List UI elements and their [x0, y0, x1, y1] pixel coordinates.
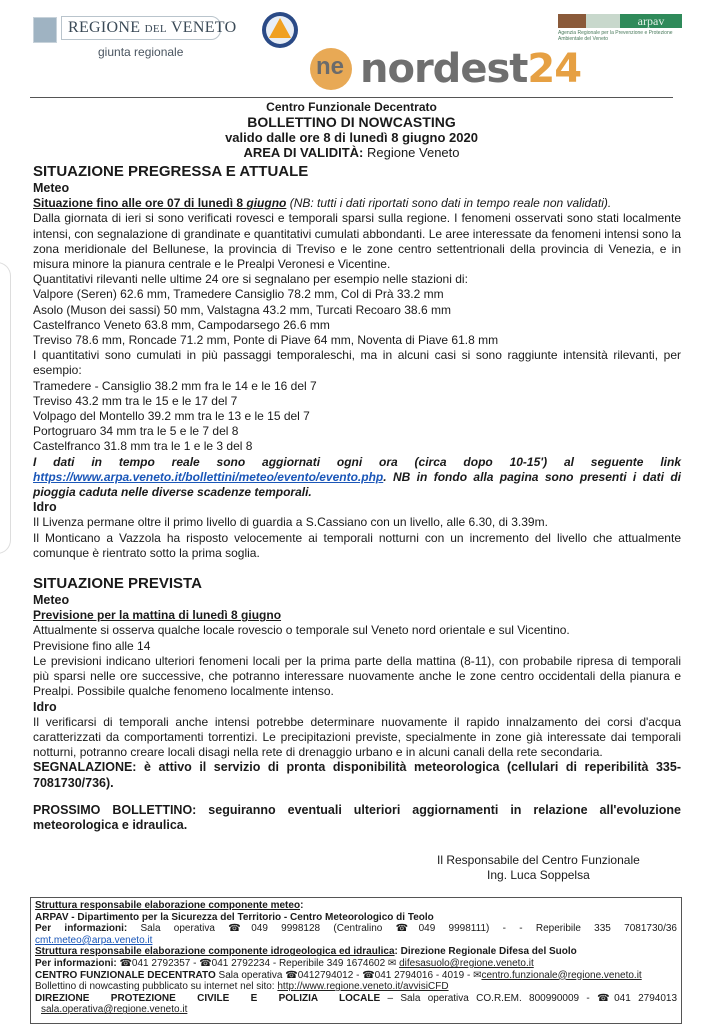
area-label: AREA DI VALIDITÀ: [243, 145, 364, 160]
intensity-line: Treviso 43.2 mm tra le 15 e le 17 del 7 [33, 393, 238, 408]
situation-note: (NB: tutti i dati riportati sono dati in tempo reale non validati). [286, 196, 612, 211]
spacer [33, 791, 681, 803]
realtime-data-link[interactable]: https://www.arpa.veneto.it/bollettini/meteo/evento/evento.php [33, 469, 384, 484]
intensity-line: Tramedere - Cansiglio 38.2 mm fra le 14 e le 16 del 7 [33, 378, 317, 393]
idro-structure-value: : Direzione Regionale Difesa del Suolo [394, 946, 577, 958]
forecast-idro-paragraph: Il verificarsi di temporali anche intensi potrebbe determinare nuovamente il rapido innalzamento dei corsi d'acqua caratterizzati da comportamenti torrentizi. Le precipitazioni previste, specialmente in zone già interessate dai temporali notturni, potranno creare locali disagi nella rete di drenaggio urbano e in alcuni canali della rete secondaria. [33, 714, 681, 760]
region-name-small: DEL [144, 23, 167, 35]
forecast-paragraph: Le previsioni indicano ulteriori fenomeni locali per la prima parte della mattina (8-11), con probabile ripresa di temporali più sparsi nelle ore successive, che potranno interessare nuovamente anche le zone centro occidentali della pianura e Prealpi. Possibile qualche fenomeno localmente intenso. [33, 653, 681, 699]
info-label: Per informazioni: [35, 957, 117, 969]
info-label: Per informazioni: [35, 923, 128, 935]
section-heading-current: SITUAZIONE PREGRESSA E ATTUALE [33, 163, 309, 180]
intensity-intro: I quantitativi sono cumulati in più passaggi temporaleschi, ma in alcuni casi si sono raggiunte intensità rilevanti, per esempio: [33, 348, 681, 378]
region-name-main: REGIONE [68, 19, 141, 36]
idro-label: Idro [33, 699, 57, 714]
cfd-info: Sala operativa ☎0412794012 - ☎041 2794016 - 4019 - ✉ [215, 969, 482, 981]
area-value: Regione Veneto [366, 145, 460, 160]
meteo-info: Sala operativa ☎049 9998128 (Centralino ☎049 9998111) - - Reperibile 335 7081730/36 [140, 923, 677, 935]
idro-info-line [35, 958, 677, 970]
header-divider [30, 97, 673, 98]
bulletin-title: BOLLETTINO DI NOWCASTING [247, 114, 456, 130]
idro-line: Il Livenza permane oltre il primo livello di guardia a S.Cassiano con un livello, alle 6.30, di 3.39m. [33, 515, 548, 530]
arpav-logo [558, 14, 682, 42]
bulletin-title-block [0, 100, 703, 160]
triangle-icon [269, 18, 291, 38]
spacer [33, 561, 681, 575]
region-name-end: VENETO [170, 19, 237, 36]
signal-notice: SEGNALAZIONE: è attivo il servizio di pronta disponibilità meteorologica (cellulari di reperibilità 335-7081730/736). [33, 760, 681, 790]
validity-area [0, 145, 703, 160]
region-subtitle: giunta regionale [98, 45, 184, 59]
meteo-email-link[interactable]: cmt.meteo@arpa.veneto.it [35, 934, 153, 946]
cfd-label: CENTRO FUNZIONALE DECENTRATO [35, 969, 216, 981]
watermark-number: 24 [527, 46, 582, 92]
arpav-photo-icon [558, 14, 586, 28]
forecast-title: Previsione per la mattina di lunedì 8 giugno [33, 608, 282, 623]
station-line: Asolo (Muson dei sassi) 50 mm, Valstagna 43.2 mm, Turcati Recoaro 38.6 mm [33, 302, 451, 317]
dpc-label: DIREZIONE PROTEZIONE CIVILE E POLIZIA LOCALE [35, 992, 381, 1004]
published-url-link[interactable]: http://www.regione.veneto.it/avvisiCFD [277, 981, 449, 993]
realtime-note [33, 455, 681, 501]
stations-intro: Quantitativi rilevanti nelle ultime 24 ore si segnalano per esempio nelle stazioni di: [33, 272, 468, 287]
signature-role: Il Responsabile del Centro Funzionale [437, 853, 640, 867]
next-bulletin-notice: PROSSIMO BOLLETTINO: seguiranno eventuali ulteriori aggiornamenti in relazione all'evoluzione meteorologica e idraulica. [33, 802, 681, 832]
current-paragraph: Dalla giornata di ieri si sono verificati rovesci e temporali sparsi sulla regione. I fenomeni osservati sono stati localmente intensi, con segnalazione di grandinate e quantitativi cumulati abbondanti. Le aree interessate da fenomeni intensi sono la zona meridionale del Bellunese, la provincia di Treviso e le zone centro settentrionali della provincia di Venezia, e in misura minore la pianura centrale e le Prealpi Veronesi e Vicentine. [33, 211, 681, 272]
situation-title-text: Situazione fino alle ore 07 di lunedì 8 [33, 196, 247, 211]
dpc-email-link[interactable]: sala.operativa@regione.veneto.it [41, 1004, 188, 1016]
intensity-list [33, 379, 681, 455]
centre-name: Centro Funzionale Decentrato [266, 100, 437, 114]
signature-block [437, 853, 640, 883]
colon: : [300, 900, 304, 911]
watermark-text [360, 46, 581, 92]
idro-line: Il Monticano a Vazzola ha risposto velocemente ai temporali notturni con un incremento del livello che attualmente comunque è rientrato sotto la prima soglia. [33, 530, 681, 560]
published-text: Bollettino di nowcasting pubblicato su internet nel sito: [35, 981, 278, 993]
idro-email-link[interactable]: difesasuolo@regione.veneto.it [399, 957, 534, 969]
stations-list [33, 287, 681, 348]
intensity-line: Castelfranco 31.8 mm tra le 1 e le 3 del 8 [33, 439, 253, 454]
realtime-note-text-end: . NB in fondo alla pagina sono presenti i dati di pioggia caduta nelle diverse scadenze temporali. [33, 469, 681, 500]
arpav-department: ARPAV - Dipartimento per la Sicurezza del Territorio - Centro Meteorologico di Teolo [35, 911, 434, 923]
arpav-tagline: Agenzia Regionale per la Prevenzione e Protezione Ambientale del Veneto [558, 30, 673, 42]
protezione-civile-logo [262, 12, 298, 48]
idro-structure-label: Struttura responsabile elaborazione componente idrogeologica ed idraulica [35, 946, 395, 958]
cfd-line [35, 970, 677, 982]
intensity-line: Portogruaro 34 mm tra le 5 e le 7 del 8 [33, 424, 239, 439]
idro-info: ☎041 2792357 - ☎041 2792234 - Reperibile 349 1674602 ✉ [116, 957, 397, 969]
forecast-observation: Attualmente si osserva qualche locale rovescio o temporale sul Veneto nord orientale e sul Vicentino. [33, 623, 570, 638]
meteo-structure-label: Struttura responsabile elaborazione componente meteo [35, 900, 301, 911]
arpav-boat-icon [586, 14, 620, 28]
bulletin-body [33, 163, 681, 833]
intensity-line: Volpago del Montello 39.2 mm tra le 13 e le 15 del 7 [33, 409, 310, 424]
realtime-note-text: I dati in tempo reale sono aggiornati ogni ora (circa dopo 10-15') al seguente link [33, 454, 681, 469]
station-line: Castelfranco Veneto 63.8 mm, Campodarsego 26.6 mm [33, 317, 330, 332]
meteo-label: Meteo [33, 593, 70, 608]
meteo-label: Meteo [33, 181, 70, 195]
lion-crest-icon [33, 17, 57, 43]
situation-line [33, 196, 681, 211]
situation-title-month: giugno [246, 196, 287, 211]
station-line: Treviso 78.6 mm, Roncade 71.2 mm, Ponte di Piave 64 mm, Noventa di Piave 61.8 mm [33, 333, 499, 348]
dpc-line [35, 993, 677, 1005]
signature-name: Ing. Luca Soppelsa [487, 868, 590, 882]
situation-title [33, 196, 286, 210]
nordest24-watermark [310, 46, 582, 92]
published-line [35, 981, 677, 993]
forecast-until: Previsione fino alle 14 [33, 638, 151, 653]
watermark-prefix: ne [316, 53, 345, 80]
region-name [61, 16, 237, 40]
section-heading-forecast: SITUAZIONE PREVISTA [33, 575, 202, 593]
watermark-word: nordest [360, 46, 528, 92]
cfd-email-link[interactable]: centro.funzionale@regione.veneto.it [481, 969, 642, 981]
dpc-info: – Sala operativa CO.R.EM. 800990009 - ☎041 2794013 [380, 992, 678, 1004]
arpav-brand: arpav [620, 14, 682, 28]
meteo-info-line [35, 923, 677, 935]
idro-label: Idro [33, 500, 57, 515]
validity-text: valido dalle ore 8 di lunedì 8 giugno 2020 [225, 130, 478, 145]
page-edge-artifact [0, 262, 11, 554]
contacts-box [30, 897, 682, 1024]
station-line: Valpore (Seren) 62.6 mm, Tramedere Cansiglio 78.2 mm, Col di Prà 33.2 mm [33, 287, 444, 302]
